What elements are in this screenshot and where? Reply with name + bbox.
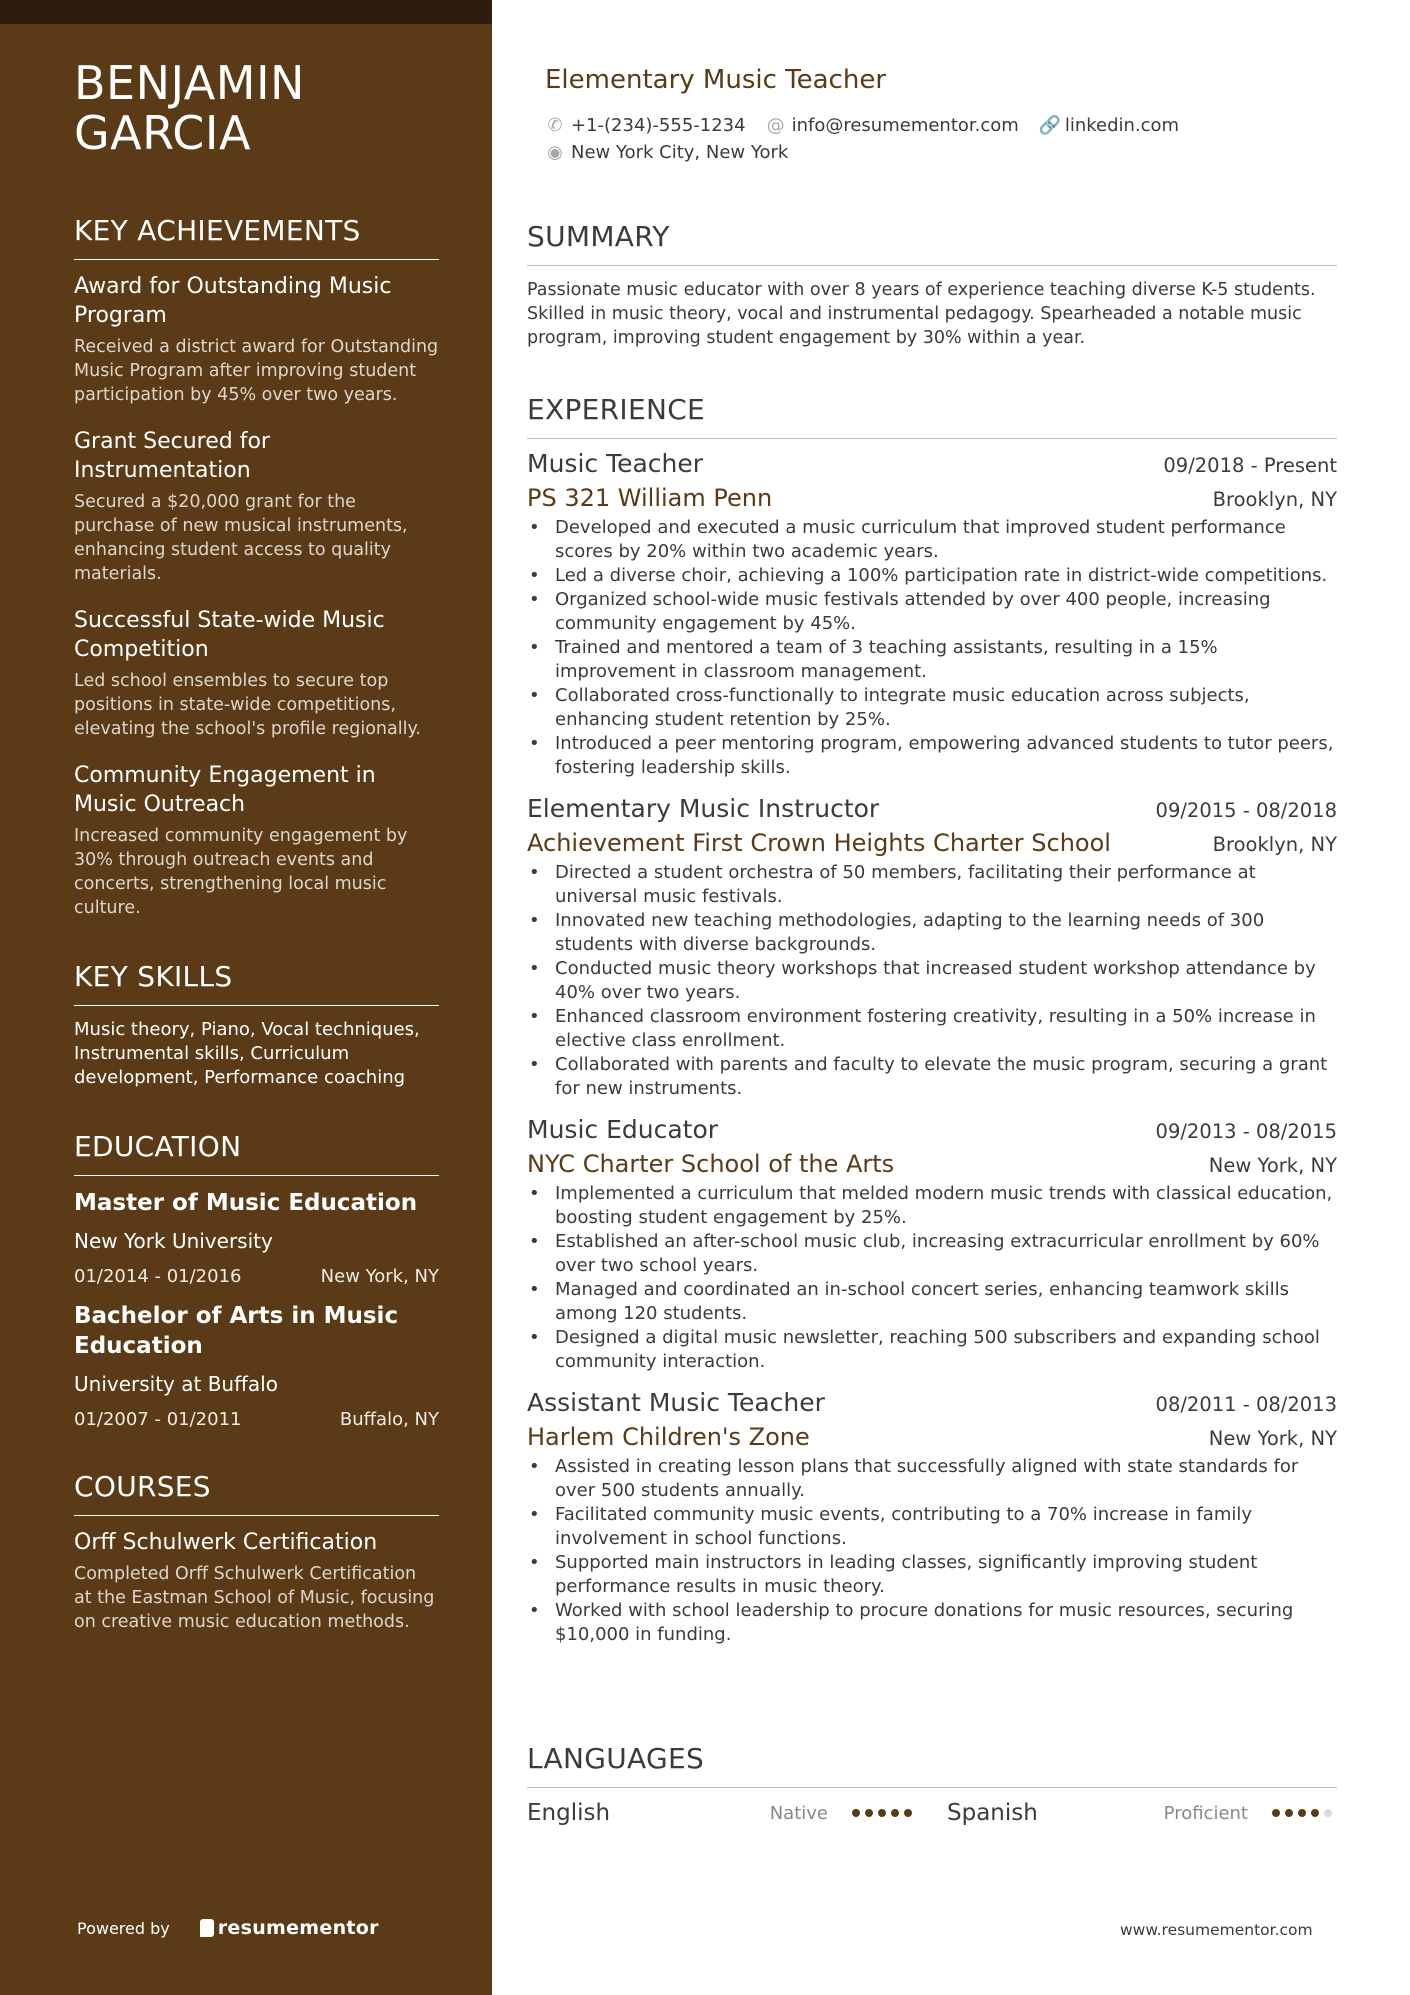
language-item <box>947 1800 1337 1826</box>
rating-dot-filled <box>878 1809 886 1817</box>
achievement-item <box>74 427 439 586</box>
rating-dot-empty <box>1324 1809 1332 1817</box>
language-rating <box>1272 1809 1337 1817</box>
summary-text: Passionate music educator with over 8 years of experience teaching diverse K-5 students. Skilled in music theory, vocal and instrumental pedagogy. Spearheaded a notable music program, improving student engagement by 30% within a year. <box>527 280 1316 348</box>
rating-dot-filled <box>904 1809 912 1817</box>
job-bullet: • Worked with school leadership to procure donations for music resources, securing $10,000 in funding. <box>527 1599 1337 1647</box>
job-bullet: • Established an after-school music club, increasing extracurricular enrollment by 60% over two school years. <box>527 1230 1337 1278</box>
education-school: University at Buffalo <box>74 1372 278 1396</box>
job-bullet: • Collaborated with parents and faculty to elevate the music program, securing a grant for new instruments. <box>527 1053 1337 1101</box>
language-level: Native <box>769 1802 828 1824</box>
brand-logo-icon <box>200 1919 214 1937</box>
job-entry <box>527 1115 1337 1374</box>
contact-email[interactable] <box>766 112 1019 139</box>
job-location: New York, NY <box>1208 1427 1337 1450</box>
job-bullet: • Directed a student orchestra of 50 members, facilitating their performance at universal music festivals. <box>527 861 1337 909</box>
job-bullet: • Enhanced classroom environment fostering creativity, resulting in a 50% increase in elective class enrollment. <box>527 1005 1337 1053</box>
achievement-item <box>74 761 439 920</box>
rating-dot-filled <box>891 1809 899 1817</box>
courses-section <box>74 1470 439 1634</box>
language-item <box>527 1800 917 1826</box>
name-line-2: GARCIA <box>74 106 251 160</box>
achievement-desc: Led school ensembles to secure top positions in state-wide competitions, elevating the school's profile regionally. <box>74 671 421 739</box>
job-role: Music Teacher <box>527 449 704 478</box>
achievement-desc: Received a district award for Outstanding Music Program after improving student participation by 45% over two years. <box>74 337 439 405</box>
job-bullet: • Assisted in creating lesson plans that successfully aligned with state standards for over 500 students annually. <box>527 1455 1337 1503</box>
job-company: PS 321 William Penn <box>527 484 773 512</box>
skills-heading: KEY SKILLS <box>74 960 439 1006</box>
job-bullet: • Managed and coordinated an in-school concert series, enhancing teamwork skills among 120 students. <box>527 1278 1337 1326</box>
course-desc: Completed Orff Schulwerk Certification at the Eastman School of Music, focusing on creative music education methods. <box>74 1564 435 1632</box>
experience-heading: EXPERIENCE <box>527 393 1337 439</box>
job-company: Harlem Children's Zone <box>527 1423 810 1451</box>
rating-dot-filled <box>1285 1809 1293 1817</box>
rating-dot-filled <box>852 1809 860 1817</box>
powered-by <box>77 1917 379 1939</box>
at-icon: @ <box>766 115 785 136</box>
contact-info <box>545 112 1325 166</box>
job-bullet: • Innovated new teaching methodologies, adapting to the learning needs of 300 students with diverse backgrounds. <box>527 909 1337 957</box>
summary-heading: SUMMARY <box>527 220 1337 266</box>
rating-dot-filled <box>1298 1809 1306 1817</box>
job-location: Brooklyn, NY <box>1212 833 1337 856</box>
job-role: Elementary Music Instructor <box>527 794 880 823</box>
email-text: info@resumementor.com <box>791 115 1019 136</box>
language-name: Spanish <box>947 1800 1038 1826</box>
job-bullet: • Trained and mentored a team of 3 teaching assistants, resulting in a 15% improvement in classroom management. <box>527 636 1337 684</box>
language-rating <box>852 1809 917 1817</box>
education-location: New York, NY <box>320 1266 439 1287</box>
job-role: Assistant Music Teacher <box>527 1388 825 1417</box>
summary-section <box>527 220 1337 350</box>
linkedin-text: linkedin.com <box>1064 115 1180 136</box>
job-bullets <box>527 1182 1337 1374</box>
job-dates: 09/2015 - 08/2018 <box>1155 799 1337 822</box>
education-school: New York University <box>74 1229 273 1253</box>
languages-heading: LANGUAGES <box>527 1742 1337 1788</box>
job-role: Music Educator <box>527 1115 719 1144</box>
job-dates: 09/2013 - 08/2015 <box>1155 1120 1337 1143</box>
job-dates: 08/2011 - 08/2013 <box>1155 1393 1337 1416</box>
education-item <box>74 1301 439 1430</box>
job-bullet: • Designed a digital music newsletter, reaching 500 subscribers and expanding school community interaction. <box>527 1326 1337 1374</box>
rating-dot-filled <box>1272 1809 1280 1817</box>
job-bullet: • Collaborated cross-functionally to integrate music education across subjects, enhancing student retention by 25%. <box>527 684 1337 732</box>
sidebar <box>0 0 492 1995</box>
phone-text: +1-(234)-555-1234 <box>571 115 746 136</box>
education-dates: 01/2014 - 01/2016 <box>74 1266 242 1287</box>
job-entry <box>527 794 1337 1101</box>
contact-location <box>545 139 788 166</box>
job-bullets <box>527 1455 1337 1647</box>
job-dates: 09/2018 - Present <box>1163 454 1337 477</box>
job-bullets <box>527 516 1337 780</box>
achievement-title: Grant Secured for Instrumentation <box>74 429 270 483</box>
job-bullet: • Facilitated community music events, contributing to a 70% increase in family involvement in school functions. <box>527 1503 1337 1551</box>
contact-phone[interactable] <box>545 112 746 139</box>
name-line-1: BENJAMIN <box>74 56 305 110</box>
headline: Elementary Music Teacher <box>545 65 887 95</box>
education-section <box>74 1130 439 1430</box>
rating-dot-filled <box>865 1809 873 1817</box>
achievement-title: Successful State-wide Music Competition <box>74 608 385 662</box>
achievements-section <box>74 214 439 920</box>
languages-section <box>527 1742 1337 1826</box>
job-bullet: • Conducted music theory workshops that increased student workshop attendance by 40% over two years. <box>527 957 1337 1005</box>
achievement-item <box>74 606 439 741</box>
job-entry <box>527 449 1337 780</box>
education-location: Buffalo, NY <box>339 1409 439 1430</box>
language-name: English <box>527 1800 611 1826</box>
job-bullet: • Led a diverse choir, achieving a 100% participation rate in district-wide competitions. <box>527 564 1337 588</box>
location-pin-icon: ◉ <box>547 142 563 163</box>
language-level: Proficient <box>1163 1802 1248 1824</box>
achievement-desc: Increased community engagement by 30% through outreach events and concerts, strengthening local music culture. <box>74 826 408 918</box>
sidebar-top-bar <box>0 0 492 24</box>
contact-linkedin[interactable] <box>1039 112 1179 139</box>
job-entry <box>527 1388 1337 1647</box>
job-company: Achievement First Crown Heights Charter School <box>527 829 1111 857</box>
education-degree: Master of Music Education <box>74 1190 418 1216</box>
job-bullets <box>527 861 1337 1101</box>
education-degree: Bachelor of Arts in Music Education <box>74 1303 399 1359</box>
skills-list: Music theory, Piano, Vocal techniques, Instrumental skills, Curriculum development, Performance coaching <box>74 1019 420 1088</box>
course-title: Orff Schulwerk Certification <box>74 1530 378 1555</box>
link-icon: 🔗 <box>1038 115 1062 136</box>
courses-heading: COURSES <box>74 1470 439 1516</box>
job-bullet: • Introduced a peer mentoring program, empowering advanced students to tutor peers, fostering leadership skills. <box>527 732 1337 780</box>
achievement-item <box>74 272 439 407</box>
job-bullet: • Organized school-wide music festivals attended by over 400 people, increasing community engagement by 45%. <box>527 588 1337 636</box>
job-bullet: • Implemented a curriculum that melded modern music trends with classical education, boosting student engagement by 25%. <box>527 1182 1337 1230</box>
achievements-heading: KEY ACHIEVEMENTS <box>74 214 439 260</box>
job-bullet: • Supported main instructors in leading classes, significantly improving student performance results in music theory. <box>527 1551 1337 1599</box>
location-text: New York City, New York <box>571 142 789 163</box>
achievement-desc: Secured a $20,000 grant for the purchase of new musical instruments, enhancing student access to quality materials. <box>74 492 408 584</box>
candidate-name <box>74 58 439 158</box>
job-location: Brooklyn, NY <box>1212 488 1337 511</box>
achievement-title: Award for Outstanding Music Program <box>74 274 392 328</box>
skills-section <box>74 960 439 1090</box>
achievement-title: Community Engagement in Music Outreach <box>74 763 376 817</box>
job-location: New York, NY <box>1208 1154 1337 1177</box>
job-company: NYC Charter School of the Arts <box>527 1150 895 1178</box>
powered-by-label: Powered by <box>77 1918 170 1938</box>
education-heading: EDUCATION <box>74 1130 439 1176</box>
experience-section <box>527 393 1337 1647</box>
job-bullet: • Developed and executed a music curriculum that improved student performance scores by 20% within two academic years. <box>527 516 1337 564</box>
footer-url[interactable]: www.resumementor.com <box>1120 1921 1313 1939</box>
education-item <box>74 1188 439 1287</box>
phone-icon: ✆ <box>547 115 563 136</box>
brand-name: resumementor <box>217 1917 379 1939</box>
rating-dot-filled <box>1311 1809 1319 1817</box>
education-dates: 01/2007 - 01/2011 <box>74 1409 242 1430</box>
